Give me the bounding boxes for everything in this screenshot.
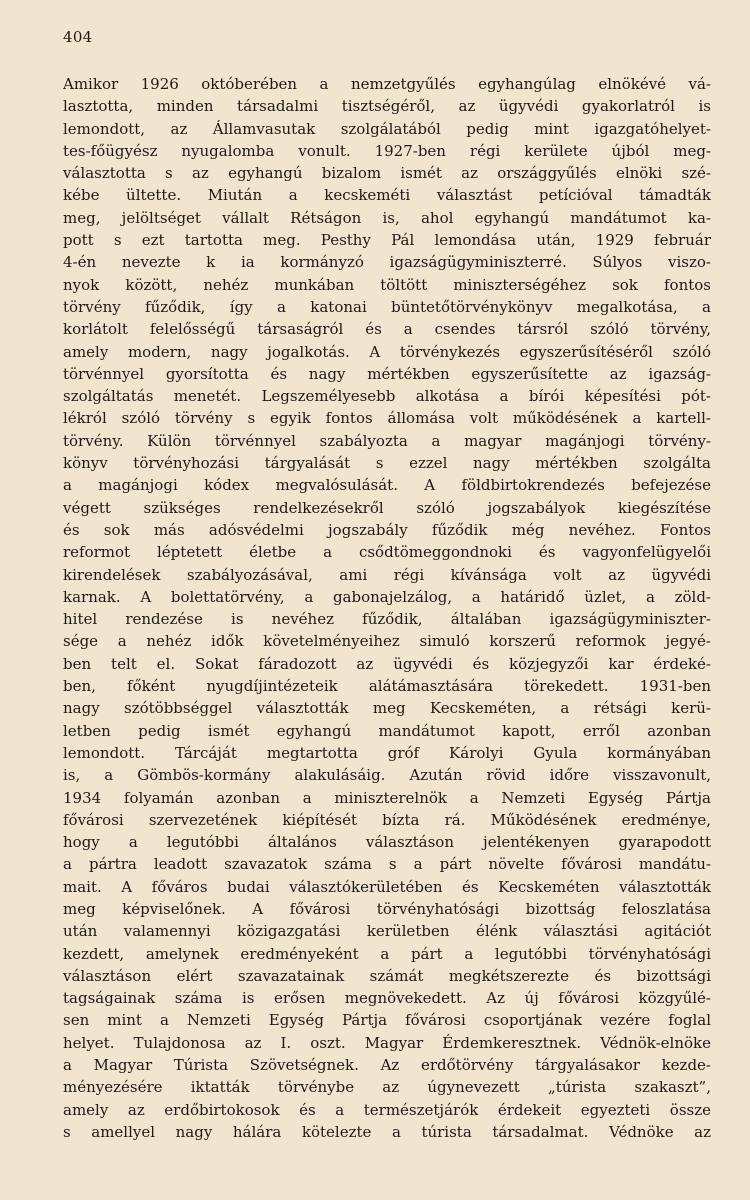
text-line: reformot léptetett életbe a csődtömeggondnoki és vagyonfelügyelői <box>63 543 711 562</box>
text-line: és sok más adósvédelmi jogszabály fűződik még nevéhez. Fontos <box>63 520 711 539</box>
text-line: lasztotta, minden társadalmi tisztségéről, az ügyvédi gyakorlatról is <box>63 97 711 116</box>
text-line: pott s ezt tartotta meg. Pesthy Pál lemondása után, 1929 február <box>63 231 711 250</box>
text-line: kezdett, amelynek eredményeként a párt a legutóbbi törvényhatósági <box>63 944 711 963</box>
text-line: sége a nehéz idők követelményeihez simuló korszerű reformok jegyé- <box>63 632 711 651</box>
text-line: s amellyel nagy hálára kötelezte a túrista társadalmat. Védnöke az <box>63 1122 711 1141</box>
text-line: Amikor 1926 októberében a nemzetgyűlés egyhangúlag elnökévé vá- <box>63 75 711 93</box>
text-line: hogy a legutóbbi általános választáson jelentékenyen gyarapodott <box>63 833 711 852</box>
text-line: amely modern, nagy jogalkotás. A törvénykezés egyszerűsítéséről szóló <box>63 342 711 361</box>
text-line: letben pedig ismét egyhangú mandátumot kapott, erről azonban <box>63 721 711 740</box>
text-line: választotta s az egyhangú bizalom ismét az országgyűlés elnöki szé- <box>63 164 711 183</box>
text-line: tagságainak száma is erősen megnövekedett. Az új fővárosi közgyűlé- <box>63 989 711 1008</box>
text-line: kirendelések szabályozásával, ami régi kívánsága volt az ügyvédi <box>63 565 711 584</box>
text-line: korlátolt felelősségű társaságról és a csendes társról szóló törvény, <box>63 320 711 339</box>
text-line: a magánjogi kódex megvalósulását. A földbirtokrendezés befejezése <box>63 476 711 495</box>
text-line: végett szükséges rendelkezésekről szóló jogszabályok kiegészítése <box>63 498 711 517</box>
text-line: választáson elért szavazatainak számát megkétszerezte és bizottsági <box>63 966 711 985</box>
text-line: sen mint a Nemzeti Egység Pártja fővárosi csoportjának vezére foglal <box>63 1011 711 1030</box>
text-line: törvénnyel gyorsította és nagy mértékben egyszerűsítette az igazság- <box>63 364 711 383</box>
text-line: a Magyar Túrista Szövetségnek. Az erdőtörvény tárgyalásakor kezde- <box>63 1056 711 1075</box>
text-line: amely az erdőbirtokosok és a természetjárók érdekeit egyezteti össze <box>63 1100 711 1119</box>
text-line: meg képviselőnek. A fővárosi törvényhatósági bizottság feloszlatása <box>63 899 711 918</box>
text-line: lékról szóló törvény s egyik fontos állomása volt működésének a kartell- <box>63 409 711 428</box>
text-line: lemondott, az Államvasutak szolgálatából pedig mint igazgatóhelyet- <box>63 119 711 138</box>
text-line: tes-főügyész nyugalomba vonult. 1927-ben régi kerülete újból meg- <box>63 141 711 160</box>
text-line: fővárosi szervezetének kiépítését bízta rá. Működésének eredménye, <box>63 810 711 829</box>
text-line: a pártra leadott szavazatok száma s a párt növelte fővárosi mandátu- <box>63 855 711 874</box>
text-line: 1934 folyamán azonban a miniszterelnök a Nemzeti Egység Pártja <box>63 788 711 807</box>
text-line: mait. A főváros budai választókerületében és Kecskeméten választották <box>63 877 711 896</box>
text-line: karnak. A bolettatörvény, a gabonajelzálog, a határidő üzlet, a zöld- <box>63 587 711 606</box>
text-line: lemondott. Tárcáját megtartotta gróf Károlyi Gyula kormányában <box>63 743 711 762</box>
page-number: 404 <box>63 28 93 46</box>
text-line: kébe ültette. Miután a kecskeméti választást petícióval támadták <box>63 186 711 205</box>
text-line: helyet. Tulajdonosa az I. oszt. Magyar Érdemkeresztnek. Védnök-elnöke <box>63 1033 711 1052</box>
text-line: törvény. Külön törvénnyel szabályozta a magyar magánjogi törvény- <box>63 431 711 450</box>
text-line: hitel rendezése is nevéhez fűződik, általában igazságügyminiszter- <box>63 610 711 629</box>
text-line: nagy szótöbbséggel választották meg Kecskeméten, a rétsági kerü- <box>63 699 711 718</box>
text-line: szolgáltatás menetét. Legszemélyesebb alkotása a bírói képesítési pót- <box>63 387 711 406</box>
text-line: ményezésére iktatták törvénybe az úgynevezett „túrista szakaszt”, <box>63 1078 711 1097</box>
text-line: törvény fűződik, így a katonai büntetőtörvénykönyv megalkotása, a <box>63 297 711 316</box>
text-line: ben, főként nyugdíjintézeteik alátámasztására törekedett. 1931-ben <box>63 677 711 696</box>
text-line: nyok között, nehéz munkában töltött miniszterségéhez sok fontos <box>63 275 711 294</box>
body-text <box>63 73 711 1143</box>
text-line: is, a Gömbös-kormány alakulásáig. Azután rövid időre visszavonult, <box>63 766 711 785</box>
text-line: könyv törvényhozási tárgyalását s ezzel nagy mértékben szolgálta <box>63 454 711 473</box>
text-line: meg, jelöltséget vállalt Rétságon is, ahol egyhangú mandátumot ka- <box>63 208 711 227</box>
text-line: ben telt el. Sokat fáradozott az ügyvédi és közjegyzői kar érdeké- <box>63 654 711 673</box>
text-line: 4-én nevezte k ia kormányzó igazságügyminiszterré. Súlyos viszo- <box>63 253 711 272</box>
text-line: után valamennyi közigazgatási kerületben élénk választási agitációt <box>63 922 711 941</box>
